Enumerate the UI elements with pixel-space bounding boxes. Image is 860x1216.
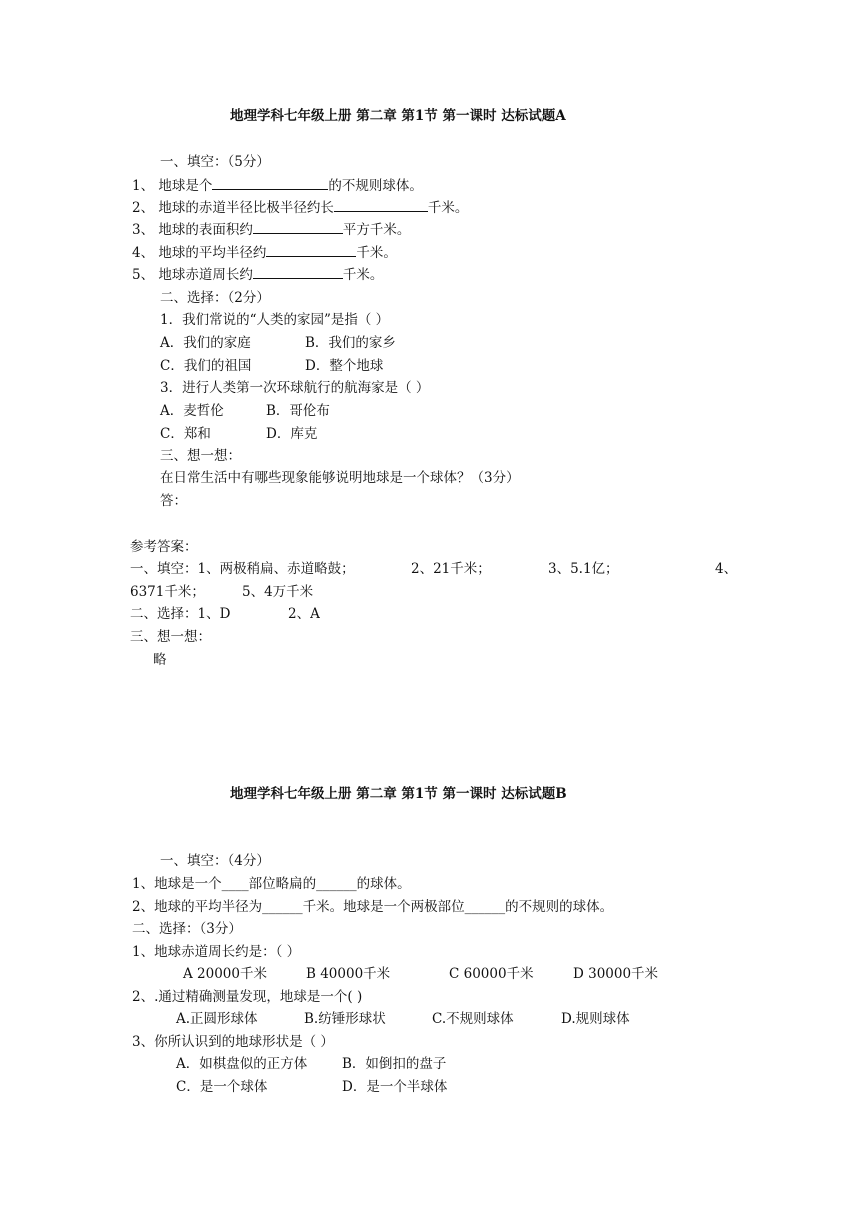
answer-blank [334, 198, 428, 212]
answer-label: 答： [160, 493, 187, 509]
fill-question-text: 的不规则球体。 [328, 178, 423, 194]
test-b-title: 地理学科七年级上册 第二章 第1节 第一课时 达标试题B [230, 786, 567, 802]
choice-options-row [183, 965, 658, 983]
option-a: A．如棋盘似的正方体 [176, 1056, 308, 1072]
option-a: A 20000千米 [183, 966, 267, 982]
choice-question-3: 3、你所认识到的地球形状是（ ） [132, 1034, 334, 1050]
answer-item: 5、4万千米 [242, 584, 314, 600]
section-think-heading: 三、想一想： [160, 448, 241, 464]
answer-item: 3、5.1亿； [548, 561, 619, 577]
answer-item: 2、A [288, 606, 320, 622]
fill-question-2 [132, 198, 468, 217]
choice-question-1: 1．我们常说的“人类的家园”是指（ ） [160, 312, 390, 328]
answer-think-heading: 三、想一想： [130, 629, 211, 645]
section-fill-heading: 一、填空：（4分） [160, 853, 270, 869]
answer-blank [253, 265, 343, 279]
answer-item: 6371千米； [130, 584, 205, 600]
fill-question-text: 千米。 [427, 200, 469, 216]
answer-fill-row-1 [130, 560, 737, 578]
choice-options-row [176, 1010, 630, 1028]
option-b: B．如倒扣的盘子 [342, 1056, 447, 1072]
answer-blank [253, 220, 343, 234]
option-b: B．我们的家乡 [305, 335, 396, 351]
option-c: C．是一个球体 [176, 1079, 268, 1095]
option-d: D 30000千米 [573, 966, 659, 982]
choice-options-row [160, 357, 383, 375]
answer-item: 2、21千米； [411, 561, 491, 577]
option-c: C.不规则球体 [432, 1011, 514, 1027]
answer-blank [266, 243, 356, 257]
test-a-title: 地理学科七年级上册 第二章 第1节 第一课时 达标试题A [230, 108, 566, 124]
fill-question-1 [132, 176, 423, 195]
reference-answers-heading: 参考答案： [130, 539, 198, 555]
choice-question-3: 3．进行人类第一次环球航行的航海家是（ ） [160, 380, 430, 396]
option-b: B 40000千米 [306, 966, 391, 982]
answer-item: 一、填空：1、两极稍扁、赤道略鼓； [130, 561, 355, 577]
choice-question-2: 2、.通过精确测量发现，地球是一个( ) [132, 989, 363, 1005]
option-a: A.正圆形球体 [176, 1011, 258, 1027]
option-c: C．我们的祖国 [160, 358, 252, 374]
answer-think-text: 略 [153, 652, 167, 668]
option-a: A．麦哲伦 [160, 403, 224, 419]
fill-question-text: 4、 地球的平均半径约 [132, 245, 267, 261]
fill-question-text: 3、 地球的表面积约 [132, 222, 253, 238]
answer-item: 二、选择：1、D [130, 606, 231, 622]
choice-options-row [160, 425, 317, 443]
answer-choice-row [130, 605, 320, 623]
fill-question-3 [132, 220, 410, 239]
answer-item: 4、 [715, 561, 738, 577]
section-fill-heading: 一、填空：（5分） [160, 154, 270, 170]
choice-question-1: 1、地球赤道周长约是：（ ） [132, 944, 301, 960]
option-d: D．整个地球 [305, 358, 384, 374]
choice-options-row [160, 334, 396, 352]
fill-question-text: 千米。 [356, 245, 397, 261]
fill-question-2: 2、地球的平均半径为______千米。地球是一个两极部位______的不规则的球体。 [132, 899, 614, 915]
answer-blank [212, 176, 328, 190]
choice-options-row [176, 1078, 447, 1096]
fill-question-text: 1、 地球是个 [132, 178, 213, 194]
choice-options-row [160, 402, 330, 420]
fill-question-text: 2、 地球的赤道半径比极半径约长 [132, 200, 334, 216]
option-b: B.纺锤形球状 [304, 1011, 386, 1027]
fill-question-4 [132, 243, 397, 262]
option-b: B．哥伦布 [266, 403, 330, 419]
option-d: D．是一个半球体 [342, 1079, 448, 1095]
choice-options-row [176, 1055, 446, 1073]
fill-question-text: 平方千米。 [342, 222, 411, 238]
fill-question-text: 5、 地球赤道周长约 [132, 267, 253, 283]
option-a: A．我们的家庭 [160, 335, 251, 351]
fill-question-1: 1、地球是一个____部位略扁的______的球体。 [132, 876, 411, 892]
fill-question-5 [132, 265, 383, 284]
option-d: D.规则球体 [561, 1011, 630, 1027]
option-c: C 60000千米 [449, 966, 534, 982]
fill-question-text: 千米。 [342, 267, 384, 283]
option-c: C．郑和 [160, 426, 211, 442]
option-d: D．库克 [266, 426, 318, 442]
section-choice-heading: 二、选择：（3分） [132, 921, 242, 937]
think-question: 在日常生活中有哪些现象能够说明地球是一个球体？（3分） [160, 470, 520, 486]
answer-fill-row-2 [130, 583, 313, 601]
section-choice-heading: 二、选择：（2分） [160, 290, 270, 306]
